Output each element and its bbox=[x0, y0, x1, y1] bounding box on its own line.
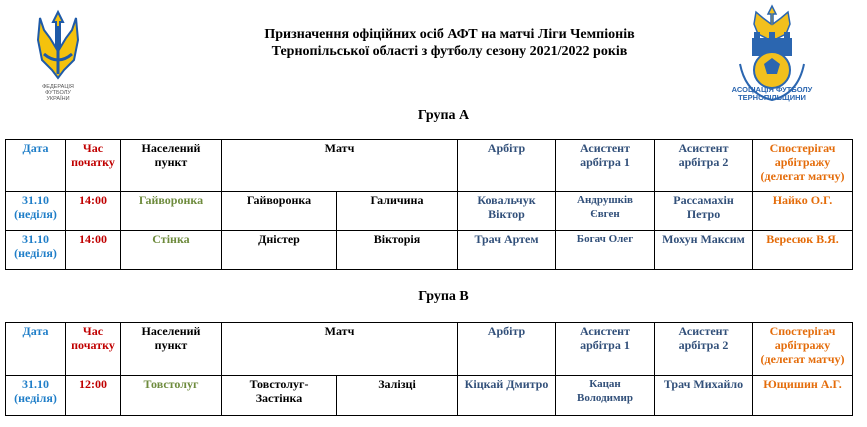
uaf-logo-line3: УКРАЇНИ bbox=[46, 96, 70, 102]
header-match: Матч bbox=[222, 323, 458, 376]
header-assistant2: Асистент арбітра 2 bbox=[655, 323, 753, 376]
group-a-title: Група А bbox=[417, 108, 470, 123]
page-title-line1: Призначення офіційних осіб АФТ на матчі Ліги Чемпіонів bbox=[264, 27, 635, 42]
header-match: Матч bbox=[222, 140, 458, 192]
cell-home-team: Дністер bbox=[222, 231, 337, 270]
cell-date: 31.10 (неділя) bbox=[6, 192, 66, 231]
cell-date: 31.10 (неділя) bbox=[6, 231, 66, 270]
table-header-row bbox=[6, 323, 853, 376]
uaf-logo-line1: ФЕДЕРАЦІЯ bbox=[42, 84, 74, 90]
table-row bbox=[6, 192, 853, 231]
cell-away-team: Залізці bbox=[337, 376, 458, 416]
cell-assistant2: Мохун Максим bbox=[655, 231, 753, 270]
cell-referee: Ковальчук Віктор bbox=[458, 192, 556, 231]
header-place: Населений пункт bbox=[121, 140, 222, 192]
header-place: Населений пункт bbox=[121, 323, 222, 376]
header-referee: Арбітр bbox=[458, 140, 556, 192]
table-row bbox=[6, 231, 853, 270]
header-assistant2: Асистент арбітра 2 bbox=[655, 140, 753, 192]
header-time: Час початку bbox=[66, 140, 121, 192]
svg-text:АСОЦІАЦІЯ ФУТБОЛУ: АСОЦІАЦІЯ ФУТБОЛУ bbox=[731, 85, 813, 94]
cell-place: Товстолуг bbox=[121, 376, 222, 416]
cell-away-team: Галичина bbox=[337, 192, 458, 231]
group-a-table bbox=[5, 139, 853, 270]
cell-assistant1: Андрушків Євген bbox=[556, 192, 655, 231]
cell-observer: Найко О.Г. bbox=[753, 192, 853, 231]
group-b-title: Група В bbox=[418, 289, 469, 304]
cell-home-team: Гайворонка bbox=[222, 192, 337, 231]
page-title bbox=[0, 26, 867, 60]
cell-observer: Ющишин А.Г. bbox=[753, 376, 853, 416]
cell-time: 14:00 bbox=[66, 231, 121, 270]
cell-assistant2: Трач Михайло bbox=[655, 376, 753, 416]
cell-referee: Кіцкай Дмитро bbox=[458, 376, 556, 416]
cell-place: Гайворонка bbox=[121, 192, 222, 231]
uaf-logo-line2: ФУТБОЛУ bbox=[45, 90, 71, 96]
cell-date: 31.10 (неділя) bbox=[6, 376, 66, 416]
svg-text:ТЕРНОПІЛЬЩИНИ: ТЕРНОПІЛЬЩИНИ bbox=[738, 93, 806, 102]
header-assistant1: Асистент арбітра 1 bbox=[556, 140, 655, 192]
cell-assistant2: Рассамахін Петро bbox=[655, 192, 753, 231]
cell-time: 14:00 bbox=[66, 192, 121, 231]
cell-observer: Вересюк В.Я. bbox=[753, 231, 853, 270]
page-title-line2: Тернопільської області з футболу сезону 2021/2022 років bbox=[271, 44, 628, 59]
cell-place: Стінка bbox=[121, 231, 222, 270]
table-header-row bbox=[6, 140, 853, 192]
cell-home-team: Товстолуг- Застінка bbox=[222, 376, 337, 416]
header-referee: Арбітр bbox=[458, 323, 556, 376]
cell-away-team: Вікторія bbox=[337, 231, 458, 270]
header-time: Час початку bbox=[66, 323, 121, 376]
header-observer: Спостерігач арбітражу (делегат матчу) bbox=[753, 140, 853, 192]
header-observer: Спостерігач арбітражу (делегат матчу) bbox=[753, 323, 853, 376]
cell-time: 12:00 bbox=[66, 376, 121, 416]
table-row bbox=[6, 376, 853, 416]
header-date: Дата bbox=[6, 140, 66, 192]
header-date: Дата bbox=[6, 323, 66, 376]
cell-assistant1: Богач Олег bbox=[556, 231, 655, 270]
group-b-table bbox=[5, 322, 853, 416]
header-assistant1: Асистент арбітра 1 bbox=[556, 323, 655, 376]
cell-assistant1: Кацан Володимир bbox=[556, 376, 655, 416]
cell-referee: Трач Артем bbox=[458, 231, 556, 270]
